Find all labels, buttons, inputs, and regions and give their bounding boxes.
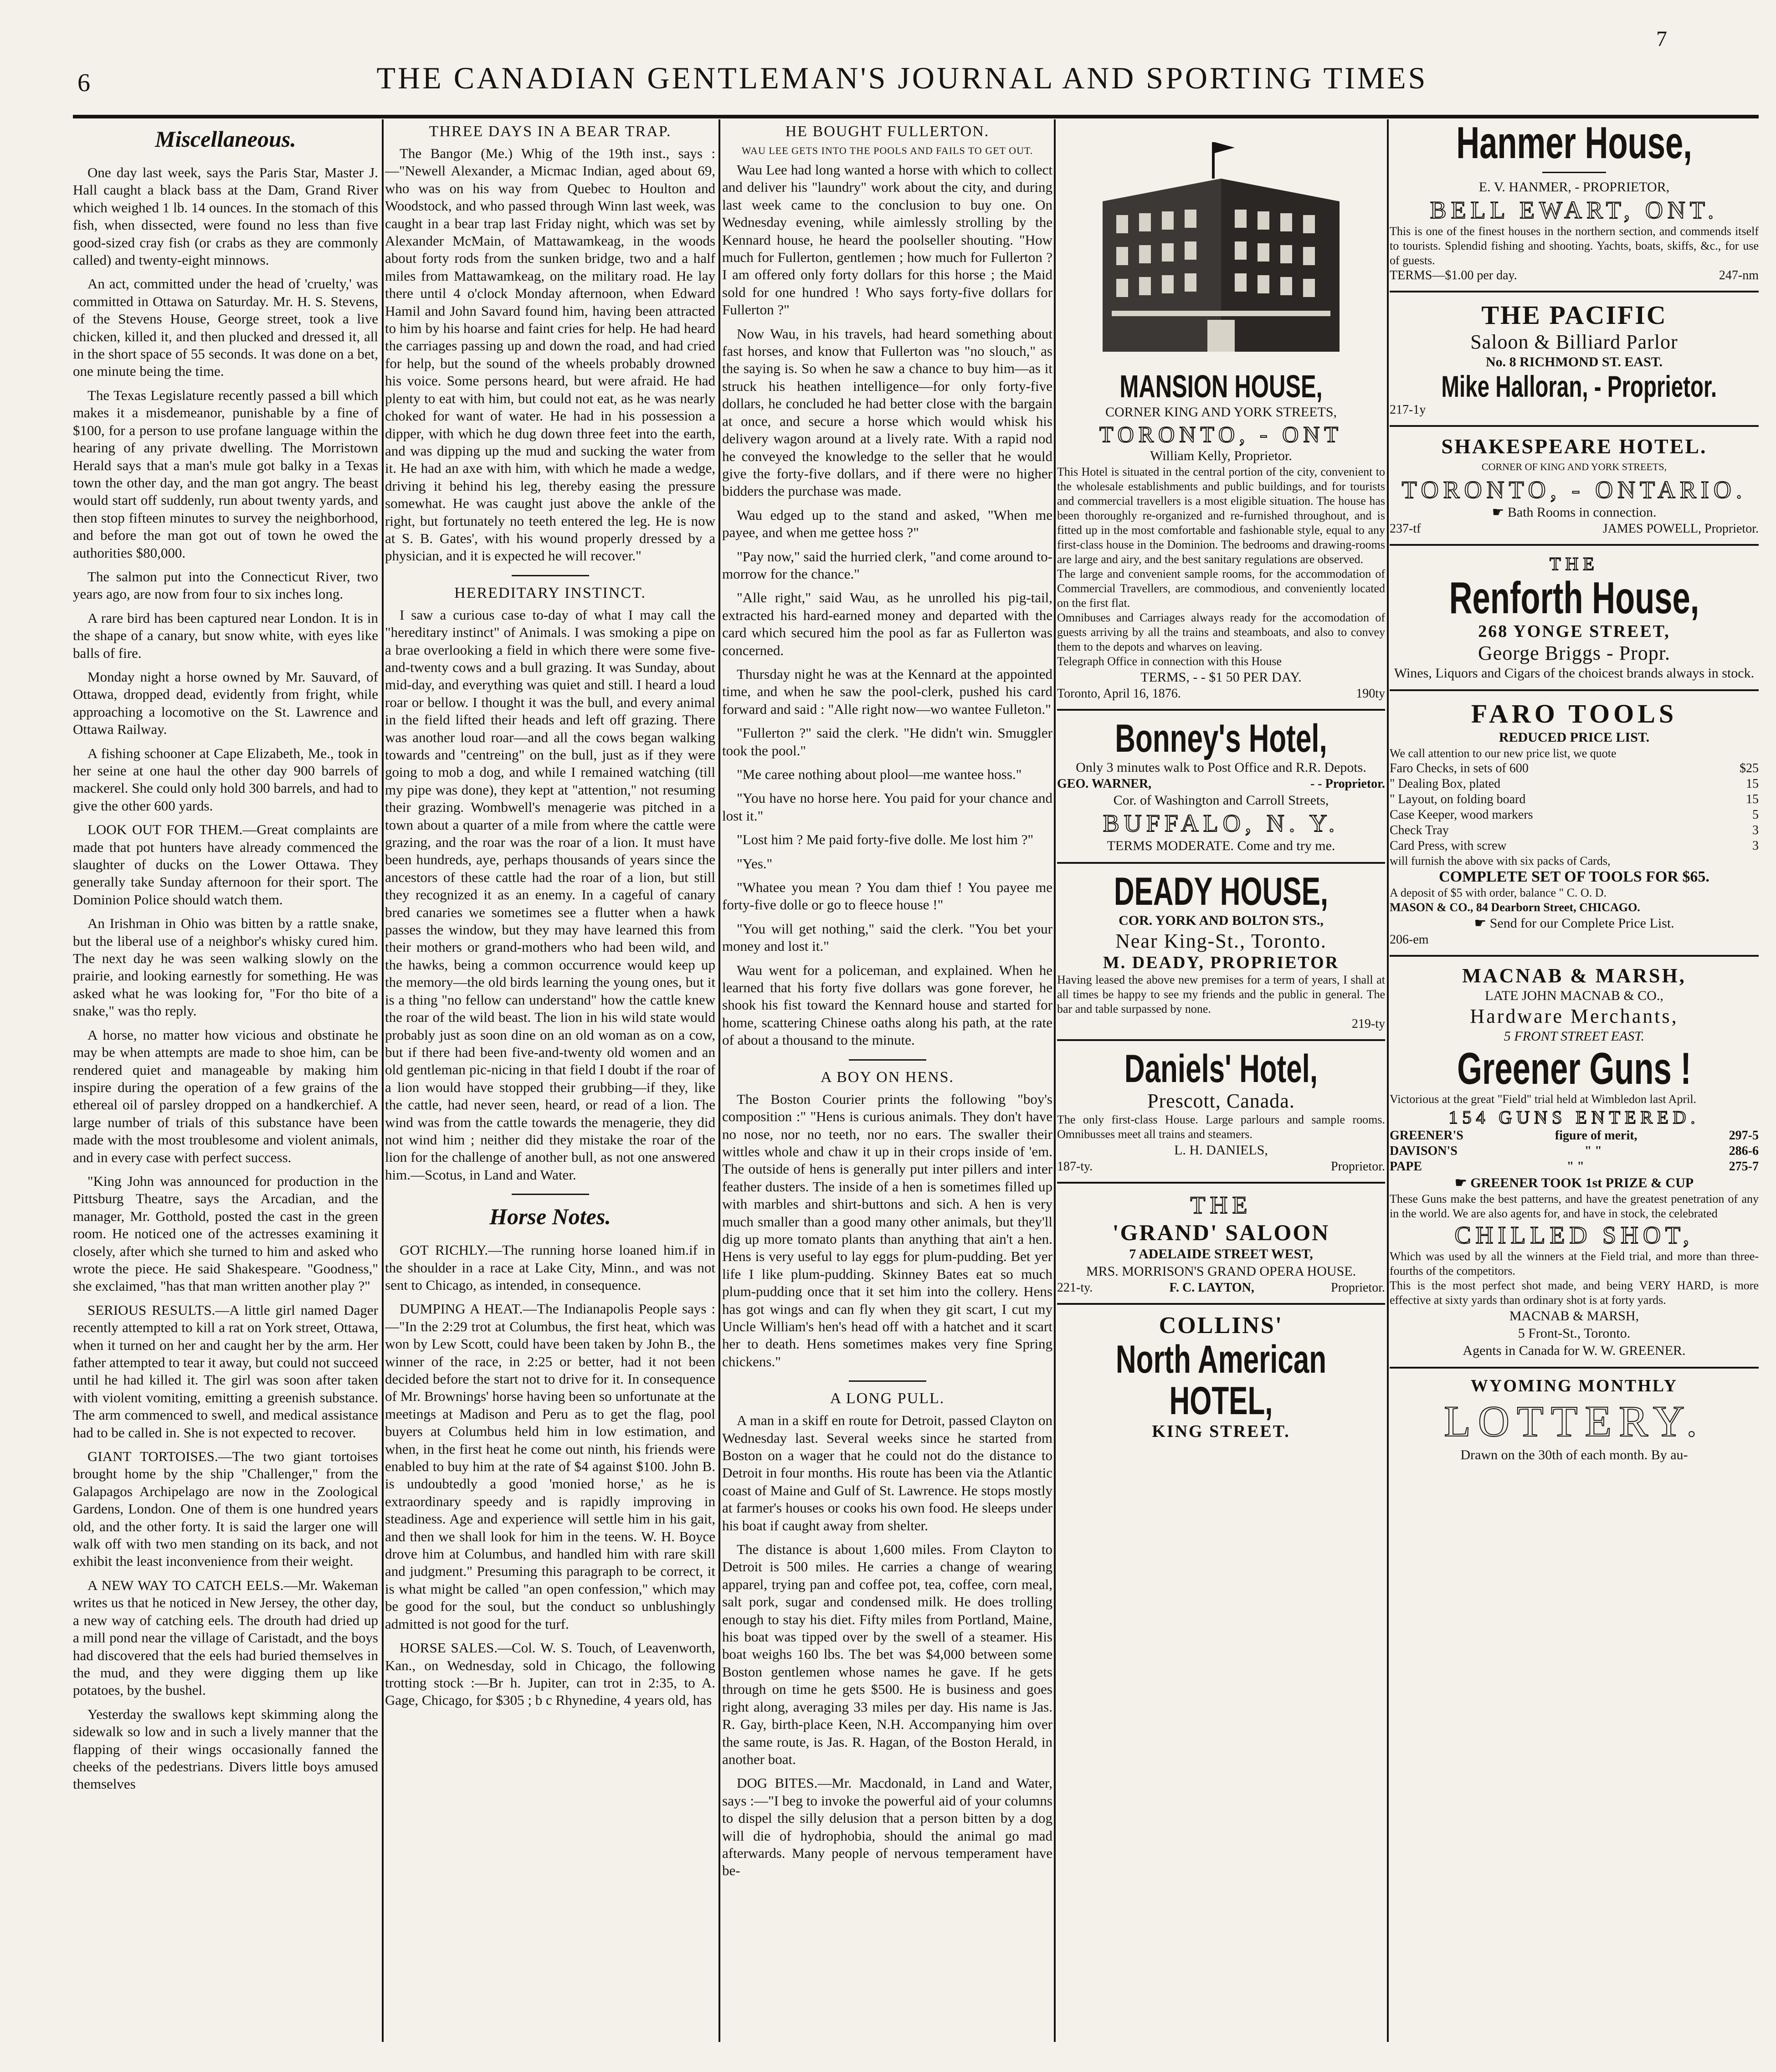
article-title: HEREDITARY INSTINCT. — [454, 584, 646, 601]
paragraph: The Bangor (Me.) Whig of the 19th inst., says :—"Newell Alexander, a Micmac Indian, aged about 69, who was on his way from Quebec to Houlton and Woodstock, and who passed through Winn last week, was caught in a bear trap last Friday night, which was set by Alexander McMain, of Mattawamkeag, in the woods about forty rods from the sunken bridge, two and a half miles from Mattawamkeag, on the military road. He lay there until 4 o'clock Monday afternoon, when Edward Hamil and John Savard found him, having been attracted to him by his hoarse and faint cries for help. He had heard the carriages passing up and down the road, and had cried for help, but the sound of the wheels probably drowned his voice. Some persons heard, but were afraid. He had plenty to eat with him, but could not eat, as he was nearly choked for want of water. He had in his possession a dipper, with which he dug down three feet into the earth, and was dipping up the mud and sucking the water from it. He had an axe with him, with which he made a wedge, driving it behind his leg, thereby easing the pressure somewhat. He was caught just above the ankle of the right, but fortunately no teeth entered the leg. He is now at S. B. Gates', with his wound properly dressed by a physician, and it is expected he will recover." — [385, 145, 715, 564]
article-body — [385, 145, 715, 565]
ad-send: ☛ Send for our Complete Price List. — [1474, 916, 1674, 931]
ad-intro: We call attention to our new price list, we quote — [1390, 747, 1617, 760]
paragraph: An Irishman in Ohio was bitten by a rattle snake, but the liberal use of a neighbor's whisky cured him. The next day he was seen walking slowly on the prairie, and looking earnestly for something. He was asked what he was looking for, "For tho bite of a snake," was tho reply. — [73, 915, 378, 1019]
saloon-address: 7 ADELAIDE STREET WEST, — [1129, 1246, 1313, 1262]
hotel-address: COR. YORK AND BOLTON STS., — [1119, 913, 1324, 928]
paragraph: A rare bird has been captured near London. It is in the shape of a canary, but snow white, with eyes like balls of fire. — [73, 610, 378, 661]
score-sub: figure of merit, — [1555, 1128, 1637, 1143]
paragraph: Wau edged up to the stand and asked, "When me payee, and when me gettee hoss ?" — [722, 507, 1052, 541]
price-row — [1390, 838, 1759, 854]
hotel-telegraph: Telegraph Office in connection with this House — [1057, 654, 1282, 668]
saloon-subtitle: Saloon & Billiard Parlor — [1470, 330, 1678, 353]
hotel-address: CORNER KING AND YORK STREETS, — [1105, 404, 1337, 420]
hotel-name: Bonney's Hotel, — [1115, 716, 1327, 760]
divider — [512, 1194, 589, 1195]
hotel-proprietor: William Kelly, Proprietor. — [1150, 448, 1292, 463]
hotel-address: Cor. of Washington and Carroll Streets, — [1113, 792, 1329, 808]
price-value: 3 — [1752, 839, 1759, 853]
ad-collins-hotel — [1057, 1312, 1385, 1441]
paragraph: Wau Lee had long wanted a horse with which to collect and deliver his "laundry" work about the city, and during last week came to the conclusion to buy one. On Wednesday evening, while aimlessly strolling by the Kennard house, he heard the poolseller shouting. "How much for Fullerton, gentlemen ; how much for Fullerton ? I am offered only forty dollars for this horse ; the Maid sold for one hundred ! Who says forty-five dollars for Fullerton ?" — [722, 162, 1052, 318]
masthead-rule — [73, 115, 1759, 118]
ad-entered: 154 GUNS ENTERED. — [1448, 1107, 1700, 1128]
paragraph: GOT RICHLY.—The running horse loaned him.if in the shoulder in a race at Lake City, Minn., and was not sent to Chicago, as intended, in consequence. — [385, 1242, 715, 1293]
ad-text: Drawn on the 30th of each month. By au- — [1460, 1447, 1688, 1462]
proprietor-label: Proprietor. — [1331, 1159, 1385, 1174]
paragraph: "Alle right," said Wau, as he unrolled his pig-tail, extracted his hard-earned money and departed with the card which secured him the pool as far as Fullerton was concerned. — [722, 590, 1052, 658]
ad-wyoming-lottery — [1390, 1376, 1759, 1464]
hotel-name: DEADY HOUSE, — [1114, 869, 1329, 913]
ad-code: 237-tf — [1390, 522, 1421, 536]
ad-code: 187-ty. — [1057, 1159, 1093, 1174]
divider — [1057, 1039, 1385, 1041]
price-value: $25 — [1740, 761, 1759, 776]
price-value: 3 — [1752, 823, 1759, 838]
saloon-proprietor: Mike Halloran, - Proprietor. — [1441, 369, 1717, 403]
product-name: Greener Guns ! — [1457, 1043, 1691, 1094]
paragraph: An act, committed under the head of 'cruelty,' was committed in Ottawa on Saturday. Mr. H. S. Stevens, of the Stevens House, George street, took a live chicken, killed it, and then plucked and dressed it, all in the short space of 55 seconds. It was done on a bet, one minute being the time. — [73, 276, 378, 380]
article-body — [722, 1091, 1052, 1371]
hotel-terms: TERMS—$1.00 per day. — [1390, 268, 1517, 282]
price-row — [1390, 761, 1759, 776]
paragraph: SERIOUS RESULTS.—A little girl named Dager recently attempted to kill a rat on York street, Ottawa, when it turned on her and caught her by the arm. Her father attempted to tear it away, but could not succeed until he had killed it. The girl was soon after taken with violent vomiting, emitting a greenish substance. The arm commenced to swell, and medical assistance had to be called in. She is not expected to recover. — [73, 1302, 378, 1441]
ad-subtitle: REDUCED PRICE LIST. — [1499, 730, 1650, 745]
divider — [849, 1059, 926, 1061]
paragraph: I saw a curious case to-day of what I may call the "hereditary instinct" of Animals. I was smoking a pipe on a brae overlooking a field in which there were some five-and-twenty cows and a bull grazing. It was Sunday, about mid-day, and everything was quiet and still. I heard a loud roar or bellow. I thought it was the bull, and every animal in the field lifted their heads and left off grazing. There was another loud roar—and all the cows began walking towards and "centreing" on the bull, just as if they were going to mob a dog, and while I remained watching (till my pipe was done), they kept at "attention," not resuming their grazing. Wombwell's menagerie was pitched in a town about a quarter of a mile from where the cattle were grazing, and the roar was the roar of a lion. It must have been hundreds, aye, perhaps thousands of years since the ancestors of these cattle had the roar of a lion, but still they recognized it as an enemy. In a cageful of canary bred canaries we sometimes see a flutter when a hawk passes the window, but they may have learned this from their mothers or grand-mothers who had been wild, and the hawks, being a common occurrence would keep up the memory—the old birds learning the young ones, but it is a thing "no fellow can understand" how the cattle knew the roar of the wild beast. The lion in his wild state would probably just as soon dine on an old woman as on a cow, but if there had been five-and-twenty old women and an old gentleman pic-nicing in that field I doubt if the roar of a lion would have stopped their grubbing—if they, like the cattle, had never seen, heard, or read of a lion. The wind was from the cattle towards the menagerie, they did not wind him ; neither did they mistake the roar of the lion for the challenge of another bull, as not one answered him.—Scotus, in Land and Water. — [385, 606, 715, 1183]
ad-shakespeare-hotel — [1390, 434, 1759, 537]
proprietor-label: Proprietor. — [1331, 1281, 1385, 1295]
article-body — [385, 606, 715, 1184]
hotel-name: Hanmer House, — [1456, 119, 1692, 168]
ad-daniels-hotel — [1057, 1048, 1385, 1174]
hotel-name: North American — [1115, 1338, 1327, 1382]
ad-code: 219-ty — [1351, 1017, 1385, 1031]
hotel-description: This Hotel is situated in the central portion of the city, convenient to the wholesale establishments and public buildings, and for tourists and commercial travellers is a most eligible situation. The house has been thoroughly re-organized and re-furnished throughout, and is fitted up in the most comfortable and fashionable style, equal to any first-class house in the Dominion. The bedrooms and drawing-rooms are large and airy, and the best sanitary regulations are observed. — [1057, 465, 1385, 566]
price-row — [1390, 807, 1759, 823]
ad-agents: Agents in Canada for W. W. GREENER. — [1463, 1343, 1686, 1358]
hotel-terms: TERMS MODERATE. Come and try me. — [1107, 838, 1335, 853]
score-label: PAPE — [1390, 1159, 1422, 1174]
hotel-proprietor: GEO. WARNER, — [1057, 776, 1152, 791]
ad-title: WYOMING MONTHLY — [1470, 1376, 1678, 1395]
ad-code: 206-em — [1390, 933, 1429, 947]
company-late: LATE JOHN MACNAB & CO., — [1485, 988, 1663, 1004]
saloon-location: MRS. MORRISON'S GRAND OPERA HOUSE. — [1086, 1264, 1356, 1279]
score-label: GREENER'S — [1390, 1128, 1463, 1143]
corner-mark: 7 — [1656, 27, 1667, 51]
ad-prize: ☛ GREENER TOOK 1st PRIZE & CUP — [1454, 1175, 1694, 1190]
paragraph: "Pay now," said the hurried clerk, "and come around to-morrow for the chance." — [722, 548, 1052, 582]
divider — [1390, 425, 1759, 427]
hotel-name: COLLINS' — [1159, 1313, 1283, 1339]
article-title: HE BOUGHT FULLERTON. — [785, 123, 990, 140]
paragraph: HORSE SALES.—Col. W. S. Touch, of Leavenworth, Kan., on Wednesday, sold in Chicago, the following trotting stock :—Br h. Jupiter, can trot in 2:35, to A. Gage, Chicago, for $305 ; b c Rhynedine, 4 years old, has — [385, 1640, 715, 1708]
ad-faro-tools — [1390, 698, 1759, 948]
paragraph: The Texas Legislature recently passed a bill which makes it a misdemeanor, punishable by a fine of $100, for a person to use profane language within the hearing of any private dwelling. The Morristown Herald says that a man's mule got balky in a Texas town the other day, and the man got angry. The beast would start off suddenly, run about twenty yards, and then stop fifteen minutes to survey the neighborhood, and before the man got out of town he owed the authorities $80,000. — [73, 387, 378, 561]
price-label: Card Press, with screw — [1390, 839, 1507, 853]
divider — [1057, 709, 1385, 711]
price-label: " Layout, on folding board — [1390, 792, 1526, 807]
price-row — [1390, 823, 1759, 838]
section-title: Horse Notes. — [489, 1204, 611, 1230]
ad-title: FARO TOOLS — [1471, 699, 1678, 729]
paragraph: A fishing schooner at Cape Elizabeth, Me., took in her seine at one haul the other day 900 barrels of mackerel. She could only hold 300 barrels, and had to give the other 600 yards. — [73, 745, 378, 814]
divider — [1390, 1367, 1759, 1369]
paragraph: "Me caree nothing about plool—me wantee hoss." — [737, 766, 1022, 782]
ad-hanmer-house — [1390, 119, 1759, 283]
article-body — [722, 1412, 1052, 1880]
hotel-location: Only 3 minutes walk to Post Office and R.R. Depots. — [1076, 759, 1366, 775]
column-hotel-ads — [1057, 119, 1385, 2042]
score-label: DAVISON'S — [1390, 1144, 1458, 1158]
price-row — [1390, 776, 1759, 792]
hotel-address: KING STREET. — [1152, 1421, 1290, 1441]
saloon-address: No. 8 RICHMOND ST. EAST. — [1485, 354, 1663, 369]
paragraph: The distance is about 1,600 miles. From Clayton to Detroit is 500 miles. He carries a change of wearing apparel, trying pan and coffee pot, tea, coffee, corn meal, salt pork, sugar and condensed milk. He does trolling enough to stay his diet. Fifty miles from Portland, Maine, his boat was tipped over by the swell of a steamer. His boat weighs 160 lbs. The bet was $4,000 between some Boston gentlemen whose names he gave. If he gets through on time he gets $500. He is business and goes right along, averaging 33 miles per day. His name is Jas. R. Gay, birth-place Keen, N.H. Accompanying him over the same route, is Jas. R. Hagan, of the Boston Herald, in another boat. — [722, 1541, 1052, 1767]
paragraph: Yesterday the swallows kept skimming along the sidewalk so low and in such a lively manner that the flapping of their wings occasionally fanned the cheeks of the pedestrians. Divers little boys amused themselves — [73, 1706, 378, 1792]
paragraph: "You will get nothing," said the clerk. "You bet your money and lost it." — [722, 920, 1052, 954]
hotel-address: 268 YONGE STREET, — [1478, 622, 1670, 641]
hotel-city: BUFFALO, N. Y. — [1103, 809, 1340, 837]
pointing-hand-icon: ☛ — [1492, 505, 1508, 520]
column-ads-right — [1390, 119, 1759, 2042]
paragraph: Monday night a horse owned by Mr. Sauvard, of Ottawa, dropped dead, evidently from fright, while approaching a locomotive on the St. Lawrence and Ottawa Railway. — [73, 668, 378, 738]
score-sub: " " — [1566, 1159, 1584, 1174]
hotel-proprietor: George Briggs - Propr. — [1478, 642, 1671, 665]
column-rule — [1387, 119, 1389, 2042]
price-label: Faro Checks, in sets of 600 — [1390, 761, 1529, 776]
pointing-hand-icon: ☛ — [1474, 916, 1490, 931]
price-value: 15 — [1746, 777, 1759, 791]
price-value: 15 — [1746, 792, 1759, 807]
column-bear-trap — [385, 119, 715, 2042]
ad-macnab-marsh — [1390, 964, 1759, 1359]
score-sub: " " — [1584, 1144, 1602, 1158]
divider — [1390, 689, 1759, 691]
paragraph: Wau went for a policeman, and explained. When he learned that his forty five dollars was gone forever, he shook his fist toward the Kennard house and started for home, scattering Chinese oaths along his path, at the rate of about a thousand to the minute. — [722, 962, 1052, 1048]
paragraph: GIANT TORTOISES.—The two giant tortoises brought home by the ship "Challenger," from the Galapagos Archipelago are now in the Zoological Gardens, London. One of them is one hundred years old, and the other forty. It is said the larger one will walk off with two men standing on its back, and not exhibit the least inconvenience from their weight. — [73, 1448, 378, 1569]
product-name: CHILLED SHOT, — [1454, 1221, 1694, 1249]
divider — [1057, 1182, 1385, 1184]
paragraph: "Yes." — [737, 855, 773, 872]
paragraph: "You have no horse here. You paid for your chance and lost it." — [722, 790, 1052, 824]
ad-code: 190ty — [1356, 686, 1385, 701]
column-rule — [1054, 119, 1056, 2042]
paragraph: The salmon put into the Connecticut River, two years ago, are now from four to six inches long. — [73, 568, 378, 602]
ad-date: Toronto, April 16, 1876. — [1057, 686, 1181, 701]
price-value: 5 — [1752, 808, 1759, 822]
paragraph: A NEW WAY TO CATCH EELS.—Mr. Wakeman writes us that he noticed in New Jersey, the other day, a new way of catching eels. The drouth had dried up a mill pond near the village of Caristadt, and the boys had discovered that the eels had buried themselves in the mud, and they were digging them up like potatoes, by the bushel. — [73, 1577, 378, 1698]
score-value: 286-6 — [1729, 1144, 1759, 1158]
column-rule — [382, 119, 384, 2042]
section-title: Miscellaneous. — [155, 126, 296, 152]
score-row — [1390, 1159, 1759, 1174]
score-row — [1390, 1128, 1759, 1144]
paragraph: "King John was announced for production in the Pittsburg Theatre, says the Arcadian, and the manager, Mr. Gotthold, posted the cast in the green room. He noticed one of the actresses examining it closely, after which she turned to him and asked who wrote the piece. He said Shakespeare. "Goodness," she exclaimed, "has that man written another play ?" — [73, 1173, 378, 1294]
price-label: " Dealing Box, plated — [1390, 777, 1501, 791]
paragraph: A horse, no matter how vicious and obstinate he may be when attempts are made to shoe him, can be rendered quiet and manageable by making him inspire during the operation of a few grains of the ethereal oil of parsley dropped on a handkerchief. A large number of trials of this substance have been made with the most troublesome and violent animals, and in every case with perfect success. — [73, 1026, 378, 1165]
ad-the: THE — [1550, 554, 1599, 574]
score-value: 297-5 — [1729, 1128, 1759, 1143]
paragraph: Thursday night he was at the Kennard at the appointed time, and when he saw the pool-clerk, pushed his card forward and said : "Alle right now—wo wantee Fulleton." — [722, 666, 1052, 717]
hotel-proprietor: E. V. HANMER, - PROPRIETOR, — [1478, 179, 1670, 195]
divider — [512, 575, 589, 576]
divider — [849, 1380, 926, 1382]
saloon-name: THE PACIFIC — [1481, 300, 1667, 330]
price-row — [1390, 792, 1759, 807]
hotel-city: TORONTO, - ONTARIO. — [1401, 476, 1747, 504]
hotel-name: MANSION HOUSE, — [1119, 369, 1323, 404]
saloon-name: 'GRAND' SALOON — [1112, 1220, 1330, 1246]
ad-lottery: LOTTERY. — [1444, 1396, 1704, 1446]
saloon-proprietor: F. C. LAYTON, — [1169, 1281, 1254, 1295]
ad-text: Victorious at the great "Field" trial held at Wimbledon last April. — [1390, 1092, 1697, 1106]
paragraph: One day last week, says the Paris Star, Master J. Hall caught a black bass at the Dam, Grand River which weighed 1 lb. 14 ounces. In the stomach of this fish, when dissected, were found no less than five good-sized cray fish (or crabs as they are commonly called) and twenty-eight minnows. — [73, 164, 378, 268]
divider — [1542, 172, 1606, 173]
divider — [1390, 291, 1759, 292]
ad-deady-house — [1057, 871, 1385, 1032]
hotel-name: Daniels' Hotel, — [1124, 1047, 1318, 1091]
ad-code: 217-1y — [1390, 403, 1426, 417]
ad-renforth-house — [1390, 553, 1759, 682]
hotel-bath: ☛ Bath Rooms in connection. — [1492, 505, 1657, 520]
ad-code: 221-ty. — [1057, 1281, 1093, 1295]
company-name: MACNAB & MARSH, — [1462, 964, 1686, 987]
ad-grand-saloon — [1057, 1191, 1385, 1296]
hotel-terms: TERMS, - - $1 50 PER DAY. — [1140, 669, 1302, 685]
ad-pacific-saloon — [1390, 300, 1759, 418]
ad-address: MASON & CO., 84 Dearborn Street, CHICAGO. — [1390, 901, 1640, 914]
masthead: THE CANADIAN GENTLEMAN'S JOURNAL AND SPORTING TIMES — [376, 61, 1428, 95]
score-list — [1390, 1128, 1759, 1174]
ad-text: A deposit of $5 with order, balance " C. O. D. — [1390, 886, 1607, 900]
paragraph: "Fullerton ?" said the clerk. "He didn't win. Smuggler took the pool." — [722, 725, 1052, 759]
proprietor-label: - - Proprietor. — [1310, 776, 1385, 791]
ad-the: THE — [1190, 1191, 1252, 1219]
ad-text: Which was used by all the winners at the Field trial, and more than three-fourths of the competitors. — [1390, 1249, 1759, 1277]
company-address: 5 FRONT STREET EAST. — [1504, 1029, 1645, 1044]
hotel-proprietor: JAMES POWELL, Proprietor. — [1602, 522, 1759, 536]
ad-bonneys-hotel — [1057, 718, 1385, 855]
ad-code: 247-nm — [1719, 268, 1759, 282]
pointing-hand-icon: ☛ — [1454, 1175, 1471, 1190]
score-row — [1390, 1144, 1759, 1159]
hotel-address: CORNER OF KING AND YORK STREETS, — [1481, 461, 1667, 473]
column-rule — [719, 119, 720, 2042]
paragraph: A man in a skiff en route for Detroit, passed Clayton on Wednesday last. Several weeks since he started from Boston on a wager that he could not do the distance to Detroit in four months. His route has been via the Atlantic coast of Maine and Gulf of St. Lawrence. He stops mostly at farmer's houses or cooks his own food. He sleeps under his boat if caught away from shelter. — [722, 1412, 1052, 1533]
ad-text: This is the most perfect shot made, and being VERY HARD, is more effective at sixty yards than ordinary shot is at forty yards. — [1390, 1278, 1759, 1307]
hotel-name: HOTEL, — [1169, 1379, 1273, 1423]
article-body — [385, 1241, 715, 1709]
divider — [1390, 955, 1759, 957]
ad-offer: COMPLETE SET OF TOOLS FOR $65. — [1439, 868, 1709, 886]
paragraph: Now Wau, in his travels, had heard something about fast horses, and know that Fullerton was "no slouch," as the saying is. So when he saw a chance to buy him—as it struck his heathen intelligence—for only forty-five dollars, he concluded he had better close with the bargain at once, and secure a horse which would whisk his delivery wagon around at a lively rate. With a rapid nod he conveyed the knowledge to the seller that he would give the forty-five dollars, and if there were no higher bidders the purchase was made. — [722, 325, 1052, 499]
column-miscellaneous — [73, 119, 378, 2042]
price-label: Check Tray — [1390, 823, 1449, 838]
hotel-proprietor: M. DEADY, PROPRIETOR — [1103, 953, 1340, 973]
divider — [1390, 544, 1759, 546]
hotel-building-illustration — [1084, 124, 1358, 365]
hotel-location: Near King-St., Toronto. — [1115, 930, 1327, 953]
hotel-name: SHAKESPEARE HOTEL. — [1441, 435, 1707, 458]
price-label: Case Keeper, wood markers — [1390, 808, 1533, 822]
hotel-description: Omnibuses and Carriages always ready for the accomodation of guests arriving by all the trains and steamboats, and also to convey them to the depots and wharves on leaving. — [1057, 610, 1385, 653]
hotel-description: This is one of the finest houses in the northern section, and commends itself to tourists. Splendid fishing and shooting. Yachts, boats, skiffs, &c., for use of guests. — [1390, 224, 1759, 267]
divider — [1057, 862, 1385, 864]
hotel-description: The only first-class House. Large parlours and sample rooms. Omnibusses meet all trains and steamers. — [1057, 1113, 1385, 1141]
ad-text: will furnish the above with six packs of Cards, — [1390, 854, 1611, 868]
paragraph: "Lost him ? Me paid forty-five dolle. Me lost him ?" — [737, 831, 1034, 848]
ad-text: These Guns make the best patterns, and have the greatest penetration of any in the world. We are also agents for, and have in stock, the celebrated — [1390, 1192, 1759, 1220]
paragraph: DUMPING A HEAT.—The Indianapolis People says :—"In the 2:29 trot at Columbus, the first heat, which was won by Lew Scott, could have been taken by John B., the winner of the race, in 2:25 or better, had it not been decided before the start not to drive for it. In consequence of Mr. Brownings' horse having been so unfortunate at the meetings at Madison and Peru as to get the flag, pool buyers at Columbus held him in low estimation, and when, in the first heat he come out ninth, his friends were enabled to buy him at the rate of $4 against $100. John B. is undoubtedly a good 'monied horse,' as he is extraordinary speedy and is rapidly improving in steadiness. Age and experience will settle him in his gait, and then we shall look for him in the teens. W. H. Boyce drove him at Columbus, and handled him with rare skill and judgment." Presuming this paragraph to be correct, it is what might be called "an open confession," which may be good for the soul, but the conduct so unblushingly admitted is not good for the turf. — [385, 1301, 715, 1632]
divider — [1057, 1303, 1385, 1305]
hotel-name: Renforth House, — [1449, 573, 1699, 623]
article-subtitle: WAU LEE GETS INTO THE POOLS AND FAILS TO GET OUT. — [741, 145, 1033, 156]
hotel-description: Having leased the above new premises for a term of years, I shall at all times be happy to see my friends and the public in general. The bar and table surpassed by none. — [1057, 973, 1385, 1016]
hotel-description: Wines, Liquors and Cigars of the choicest brands always in stock. — [1394, 666, 1755, 681]
article-title: A LONG PULL. — [830, 1390, 945, 1407]
company-trade: Hardware Merchants, — [1470, 1005, 1678, 1028]
paragraph: The Boston Courier prints the following "boy's composition :" "Hens is curious animals. They don't have no nose, nor no teeth, nor no ears. The swaller their wittles whole and chaw it up in their crops inside of 'em. The outside of hens is generally put inter pillers and inter feather dusters. The inside of a hen is sometimes filled up with marbles and shirt-buttons and sich. A hen is very much smaller than a good many other animals, but they'll dig up more tomato plants than anything that ain't a hen. Hens is very useful to lay eggs for plum-pudding. Bet yer life I like plum-pudding. Skinney Bates eat so much plum-pudding once that it set him into the collery. Hens has got wings and can fly when they git scart, I cut my Uncle William's hen's head off with a hatchet and it scart her to death. Hens sometimes makes very fine Spring chickens." — [722, 1091, 1052, 1369]
ad-mansion-house — [1057, 124, 1385, 702]
article-body — [73, 164, 378, 1793]
hotel-description: The large and convenient sample rooms, for the accommodation of Commercial Travellers, are commodious, and conveniently located on the first flat. — [1057, 567, 1385, 610]
column-fullerton — [722, 119, 1052, 2042]
hotel-city: TORONTO, - ONT — [1099, 421, 1343, 447]
hotel-city: BELL EWART, ONT. — [1430, 196, 1719, 224]
paragraph: "Whatee you mean ? You dam thief ! You payee me forty-five dolle or go to fleece house !" — [722, 879, 1052, 913]
paragraph: DOG BITES.—Mr. Macdonald, in Land and Water, says :—"I beg to invoke the powerful aid of your columns to dispel the silly delusion that a person bitten by a dog will die of hydrophobia, should the animal go mad afterwards. Many people of nervous temperament have be- — [722, 1775, 1052, 1879]
price-list — [1390, 761, 1759, 854]
article-title: A BOY ON HENS. — [820, 1068, 955, 1086]
article-body — [722, 161, 1052, 1049]
score-value: 275-7 — [1729, 1159, 1759, 1174]
paragraph: LOOK OUT FOR THEM.—Great complaints are made that pot hunters have already commenced the slaughter of ducks on the Lower Ottawa. They generally take Sunday afternoon for their sport. The Dominion Police should watch them. — [73, 821, 378, 908]
ad-signature: MACNAB & MARSH, — [1509, 1308, 1639, 1323]
article-title: THREE DAYS IN A BEAR TRAP. — [429, 123, 672, 140]
ad-signature: 5 Front-St., Toronto. — [1518, 1325, 1631, 1341]
page-number: 6 — [77, 69, 90, 97]
hotel-proprietor: L. H. DANIELS, — [1174, 1143, 1268, 1158]
hotel-city: Prescott, Canada. — [1147, 1090, 1295, 1113]
